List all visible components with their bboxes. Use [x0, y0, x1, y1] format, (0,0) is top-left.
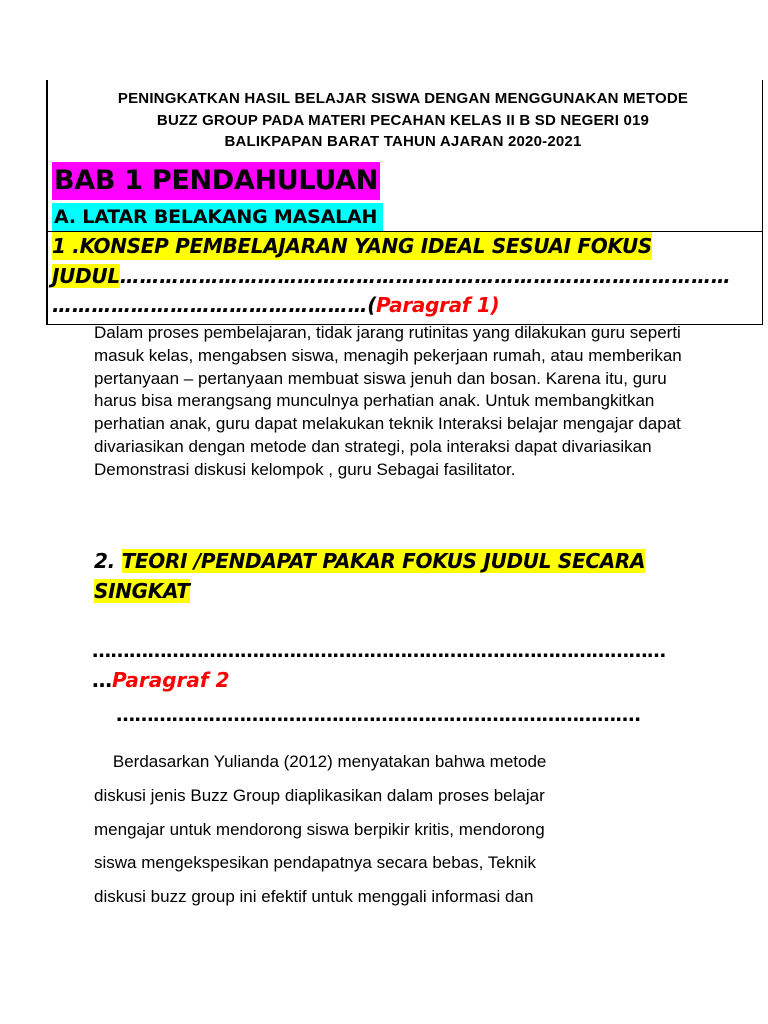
- paragraph-2-line-2: diskusi jenis Buzz Group diaplikasikan dalam proses belajar: [94, 785, 545, 805]
- paragraph-2: [94, 745, 694, 914]
- point1-heading-line2: [52, 262, 730, 290]
- paragraf1-label: Paragraf 1): [376, 293, 500, 317]
- title-line-2: BUZZ GROUP PADA MATERI PECAHAN KELAS II B SD NEGERI 019: [156, 111, 650, 129]
- point2-number: 2.: [94, 549, 122, 573]
- point2-title-2: SINGKAT: [94, 579, 190, 603]
- point1-dots: …………………………………………………………………………………: [119, 264, 731, 288]
- point1-dots-2: …………………………………………(: [52, 293, 377, 317]
- section-heading: A. LATAR BELAKANG MASALAH: [52, 203, 383, 231]
- title-line-3: BALIKPAPAN BARAT TAHUN AJARAN 2020-2021: [224, 133, 582, 150]
- point1-judul-label: JUDUL: [52, 264, 120, 288]
- title-line-1: PENINGKATKAN HASIL BELAJAR SISWA DENGAN MENGGUNAKAN METODE: [117, 90, 689, 107]
- point2-heading-line1: [94, 546, 645, 576]
- point2-title-1: TEORI /PENDAPAT PAKAR FOKUS JUDUL SECARA: [121, 549, 646, 573]
- point2-heading-line2: [94, 576, 645, 606]
- point2-dots-line-2: ………………………………………………………………………….: [116, 704, 641, 726]
- paragraph-2-line-5: diskusi buzz group ini efektif untuk menggali informasi dan: [94, 887, 534, 907]
- point2-dots-line: …………………………………………………………………………………: [92, 640, 666, 662]
- point1-heading-line1: 1 .KONSEP PEMBELAJARAN YANG IDEAL SESUAI FOKUS: [52, 234, 653, 258]
- paragraf2-prefix: …: [92, 668, 112, 692]
- paragraph-2-line-3: mengajar untuk mendorong siswa berpikir kritis, mendorong: [94, 819, 545, 839]
- paragraf2-line: [92, 666, 230, 694]
- document-title: [46, 88, 760, 153]
- paragraph-2-line-1: Berdasarkan Yulianda (2012) menyatakan bahwa metode: [94, 752, 547, 771]
- paragraph-1: Dalam proses pembelajaran, tidak jarang rutinitas yang dilakukan guru seperti masuk kelas, mengabsen siswa, menagih pekerjaan rumah, atau memberikan pertanyaan – pertanyaan membuat siswa jenuh dan bosan. Karena itu, guru harus bisa merangsang munculnya perhatian anak. Untuk membangkitkan perhatian anak, guru dapat melakukan teknik Interaksi belajar mengajar dapat divariasikan dengan metode dan strategi, pola interaksi dapat divariasikan Demonstrasi diskusi kelompok , guru Sebagai fasilitator.: [94, 323, 682, 479]
- paragraph-2-line-4: siswa mengekspesikan pendapatnya secara bebas, Teknik: [94, 853, 536, 873]
- paragraf2-label: Paragraf 2: [112, 668, 230, 692]
- point1-heading-line3: [52, 291, 499, 319]
- point2-heading: [94, 546, 645, 606]
- chapter-heading: BAB 1 PENDAHULUAN: [52, 162, 380, 200]
